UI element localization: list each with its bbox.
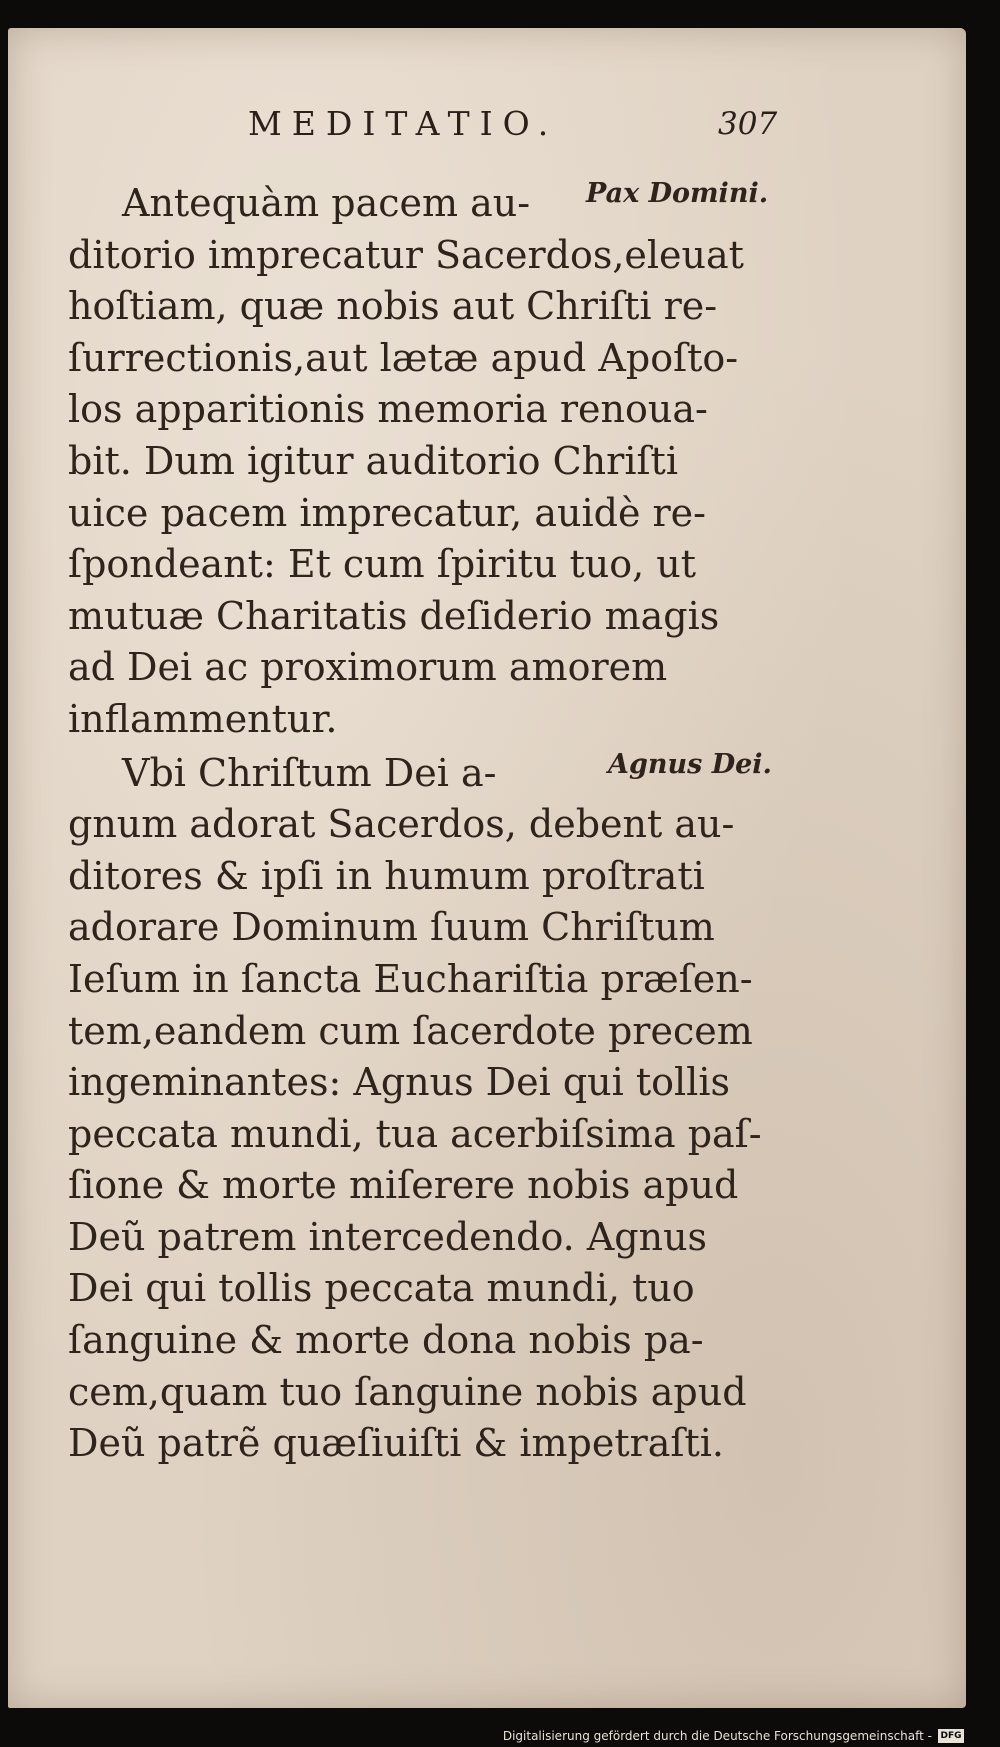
text-line: ditores & ipſi in humum proſtrati: [68, 853, 705, 898]
text-line: Deũ patrẽ quæſiuiſti & impetraſti.: [68, 1421, 724, 1466]
book-page: [8, 28, 966, 1708]
text-line: Vbi Chriſtum Dei a-: [122, 750, 497, 795]
text-line: Dei qui tollis peccata mundi, tuo: [68, 1266, 695, 1311]
paragraph-2: [68, 748, 828, 1470]
text-line: ſanguine & morte dona nobis pa-: [68, 1318, 704, 1363]
running-head: [8, 104, 966, 154]
text-line: gnum adorat Sacerdos, debent au-: [68, 802, 735, 847]
running-head-title: MEDITATIO.: [248, 104, 559, 143]
text-line: ad Dei ac proximorum amorem: [68, 645, 668, 690]
text-line: hoſtiam, quæ nobis aut Chriſti re-: [68, 284, 718, 329]
text-line: Deũ patrem intercedendo. Agnus: [68, 1214, 708, 1259]
text-line: tem,eandem cum ſacerdote precem: [68, 1008, 753, 1053]
text-line: Antequàm pacem au-: [122, 181, 531, 225]
text-line: ſurrectionis,aut lætæ apud Apoſto-: [68, 335, 739, 380]
margin-note-pax-domini: Pax Domini.: [586, 178, 769, 209]
text-line: inflammentur.: [68, 696, 338, 741]
paragraph-1: [68, 178, 828, 746]
text-line: mutuæ Charitatis deſiderio magis: [68, 593, 720, 638]
text-line: uice pacem imprecatur, auidè re-: [68, 490, 707, 535]
text-line: ſpondeant: Et cum ſpiritu tuo, ut: [68, 542, 697, 587]
text-line: bit. Dum igitur auditorio Chriſti: [68, 438, 678, 483]
text-line: cem,quam tuo ſanguine nobis apud: [68, 1369, 747, 1414]
credit-text: Digitalisierung gefördert durch die Deutsche Forschungsgemeinschaft -: [502, 1729, 932, 1743]
text-line: ingeminantes: Agnus Dei qui tollis: [68, 1060, 730, 1105]
text-line: peccata mundi, tua acerbiſsima paſ-: [68, 1111, 762, 1156]
dfg-logo-icon: DFG: [938, 1729, 964, 1743]
margin-note-agnus-dei: Agnus Dei.: [608, 749, 772, 780]
body-text: [68, 178, 828, 1472]
text-line: Ieſum in ſancta Euchariſtia præſen-: [68, 956, 753, 1001]
page-number: 307: [718, 106, 778, 142]
text-line: ditorio imprecatur Sacerdos,eleuat: [68, 232, 744, 277]
text-line: los apparitionis memoria renoua-: [68, 387, 708, 432]
digitization-credit: [503, 1729, 964, 1743]
text-line: adorare Dominum ſuum Chriſtum: [68, 905, 715, 950]
text-line: ſione & morte miſerere nobis apud: [68, 1163, 739, 1208]
